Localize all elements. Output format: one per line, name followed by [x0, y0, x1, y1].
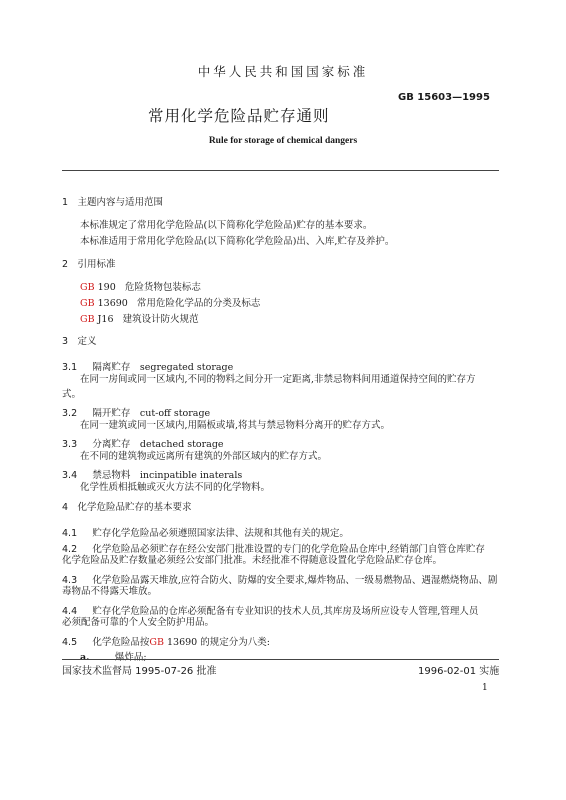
clause-text-cont: 毒物品不得露天堆放。	[62, 586, 158, 597]
clause-number: 4.5	[62, 637, 78, 648]
implementation-date: 1996-02-01 实施	[418, 666, 500, 677]
footer-divider	[62, 659, 499, 660]
clause-text-pre: 化学危险品按	[92, 637, 150, 648]
reference-item	[80, 279, 201, 293]
approval-date: 国家技术监督局 1995-07-26 批准	[62, 666, 217, 677]
document-title-en: Rule for storage of chemical dangers	[208, 136, 358, 146]
clause-number: 4.2	[62, 544, 78, 555]
clause-text: 化学危险品必须贮存在经公安部门批准设置的专门的化学危险品仓库中,经销部门自管仓库贮存	[92, 544, 485, 555]
section-2-heading: 2 引用标准	[62, 259, 116, 270]
clause-text: 贮存化学危险品必须遵照国家法律、法规和其他有关的规定。	[92, 528, 349, 539]
standard-prefix-link[interactable]: GB	[80, 298, 95, 309]
page-number: 1	[482, 683, 488, 693]
clause-number: 3.1	[62, 362, 78, 373]
clause-text-cont: 必须配备可靠的个人安全防护用品。	[62, 617, 215, 628]
definition-text: 在同一建筑或同一区域内,用隔板或墙,将其与禁忌物料分离开的贮存方式。	[80, 420, 391, 431]
standard-prefix-link[interactable]: GB	[80, 314, 95, 325]
clause-number: 4.3	[62, 575, 78, 586]
definition-text-cont: 式。	[62, 389, 82, 400]
clause-text: 贮存化学危险品的仓库必须配备有专业知识的技术人员,其库房及场所应设专人管理,管理人员	[92, 606, 479, 617]
term-label: 禁忌物料 incinpatible inaterals	[92, 470, 243, 481]
standard-number: GB 15603—1995	[398, 92, 490, 103]
standard-prefix-link[interactable]: GB	[149, 637, 164, 648]
term-label: 隔开贮存 cut-off storage	[92, 408, 211, 419]
header-divider	[62, 170, 499, 171]
reference-title: 常用危险化学品的分类及标志	[136, 298, 261, 309]
reference-code: J16	[97, 314, 114, 325]
definition-text: 在同一房间或同一区域内,不同的物料之间分开一定距离,非禁忌物料间用通道保持空间的贮存方	[80, 374, 476, 385]
reference-item	[80, 311, 199, 325]
sub-item-label: a.	[80, 652, 90, 663]
section-1-heading: 1 主题内容与适用范围	[62, 197, 164, 208]
section-1-para-2: 本标准适用于常用化学危险品(以下简称化学危险品)出、入库,贮存及养护。	[80, 236, 395, 247]
reference-code: 13690	[97, 298, 128, 309]
reference-title: 建筑设计防火规范	[122, 314, 199, 325]
reference-item	[80, 295, 260, 309]
standard-prefix-link[interactable]: GB	[80, 282, 95, 293]
reference-title: 危险货物包装标志	[124, 282, 201, 293]
clause-text: 化学危险品露天堆放,应符合防火、防爆的安全要求,爆炸物品、一级易燃物品、遇湿燃烧物品、剧	[92, 575, 498, 586]
term-label: 分离贮存 detached storage	[92, 439, 224, 450]
definition-text: 化学性质相抵触或灭火方法不同的化学物料。	[80, 482, 271, 493]
standard-organization: 中华人民共和国国家标准	[197, 64, 369, 79]
clause-number: 4.4	[62, 606, 78, 617]
section-3-heading: 3 定义	[62, 336, 97, 347]
section-1-para-1: 本标准规定了常用化学危险品(以下简称化学危险品)贮存的基本要求。	[80, 220, 373, 231]
clause-number: 3.2	[62, 408, 78, 419]
clause-number: 3.4	[62, 470, 78, 481]
clause-number: 4.1	[62, 528, 78, 539]
clause-number: 3.3	[62, 439, 78, 450]
sub-item-text: 爆炸品;	[114, 652, 147, 663]
definition-text: 在不同的建筑物或远离所有建筑的外部区域内的贮存方式。	[80, 451, 328, 462]
clause-text-cont: 化学危险品及贮存数量必须经公安部门批准。未经批准不得随意设置化学危险品贮存仓库。	[62, 555, 443, 566]
reference-code: 190	[97, 282, 116, 293]
document-title-cn: 常用化学危险品贮存通则	[148, 107, 330, 125]
section-4-heading: 4 化学危险品贮存的基本要求	[62, 502, 192, 513]
term-label: 隔离贮存 segregated storage	[92, 362, 234, 373]
clause-text-post: 13690 的规定分为八类:	[163, 637, 270, 648]
